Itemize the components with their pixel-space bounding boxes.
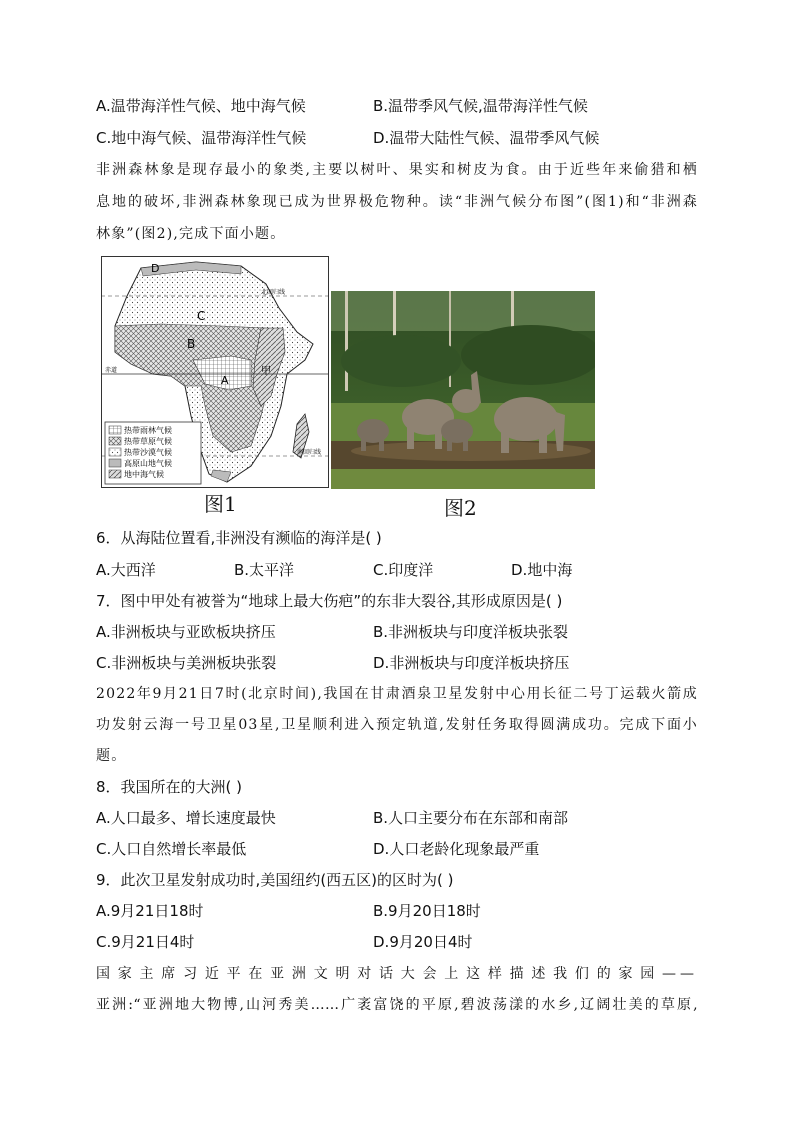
q9-stem: 9．此次卫星发射成功时,美国纽约(西五区)的区时为( ): [96, 871, 454, 889]
region-label-d: D: [151, 262, 160, 275]
q5-option-d[interactable]: D.温带大陆性气候、温带季风气候: [373, 129, 600, 147]
q8-option-b[interactable]: B.人口主要分布在东部和南部: [373, 809, 569, 827]
q6-option-c[interactable]: C.印度洋: [373, 561, 434, 579]
q9-option-c[interactable]: C.9月21日4时: [96, 933, 195, 951]
q9-option-d[interactable]: D.9月20日4时: [373, 933, 473, 951]
legend-highland: 高原山地气候: [124, 459, 172, 468]
region-label-b: B: [187, 337, 196, 351]
q6-option-b[interactable]: B.太平洋: [234, 561, 295, 579]
q5-option-c[interactable]: C.地中海气候、温带海洋性气候: [96, 129, 307, 147]
q6-option-a[interactable]: A.大西洋: [96, 561, 156, 579]
passage2-line2: 功发射云海一号卫星03星,卫星顺利进入预定轨道,发射任务取得圆满成功。完成下面小: [96, 717, 698, 733]
region-label-a: A: [221, 374, 229, 387]
q7-option-c[interactable]: C.非洲板块与美洲板块张裂: [96, 654, 277, 672]
figure2-caption: 图2: [444, 496, 477, 520]
africa-climate-map: [101, 256, 329, 488]
figure1-caption: 图1: [204, 492, 237, 516]
forest-elephant-photo: [331, 291, 595, 489]
q7-option-b[interactable]: B.非洲板块与印度洋板块张裂: [373, 623, 569, 641]
q6-stem: 6．从海陆位置看,非洲没有濒临的海洋是( ): [96, 529, 382, 547]
passage1-line2: 息地的破坏,非洲森林象现已成为世界极危物种。读“非洲气候分布图”(图1)和“非洲森: [96, 194, 698, 210]
passage1-line3: 林象”(图2),完成下面小题。: [96, 226, 286, 242]
map-legend: [105, 422, 201, 484]
q5-option-b[interactable]: B.温带季风气候,温带海洋性气候: [373, 97, 588, 115]
passage3-line2: 亚洲:“亚洲地大物博,山河秀美……广袤富饶的平原,碧波荡漾的水乡,辽阔壮美的草原,: [96, 997, 698, 1013]
q8-option-d[interactable]: D.人口老龄化现象最严重: [373, 840, 540, 858]
passage1-line1: 非洲森林象是现存最小的象类,主要以树叶、果实和树皮为食。由于近些年来偷猎和栖: [96, 162, 698, 178]
legend-mediterranean: 地中海气候: [124, 470, 164, 479]
legend-savanna: 热带草原气候: [124, 437, 172, 446]
equator-label: 赤道: [105, 367, 118, 374]
legend-desert: 热带沙漠气候: [124, 448, 172, 457]
q9-option-a[interactable]: A.9月21日18时: [96, 902, 204, 920]
q8-option-a[interactable]: A.人口最多、增长速度最快: [96, 809, 276, 827]
passage3-line1: 国家主席习近平在亚洲文明对话大会上这样描述我们的家园——: [96, 966, 698, 982]
passage2-line1: 2022年9月21日7时(北京时间),我国在甘肃酒泉卫星发射中心用长征二号丁运载火箭成: [96, 686, 698, 702]
tropic-cancer-label: 北回归线: [261, 289, 286, 296]
passage2-line3: 题。: [96, 748, 127, 764]
q6-option-d[interactable]: D.地中海: [511, 561, 573, 579]
q9-option-b[interactable]: B.9月20日18时: [373, 902, 481, 920]
region-label-jia: 甲: [261, 366, 271, 377]
region-label-c: C: [197, 309, 206, 323]
q8-option-c[interactable]: C.人口自然增长率最低: [96, 840, 247, 858]
legend-rainforest: 热带雨林气候: [124, 426, 172, 435]
q8-stem: 8．我国所在的大洲( ): [96, 778, 243, 796]
q7-option-d[interactable]: D.非洲板块与印度洋板块挤压: [373, 654, 570, 672]
tropic-capricorn-label: 南回归线: [297, 449, 322, 456]
q7-option-a[interactable]: A.非洲板块与亚欧板块挤压: [96, 623, 276, 641]
q5-option-a[interactable]: A.温带海洋性气候、地中海气候: [96, 97, 306, 115]
q7-stem: 7．图中甲处有被誉为“地球上最大伤疤”的东非大裂谷,其形成原因是( ): [96, 592, 563, 610]
